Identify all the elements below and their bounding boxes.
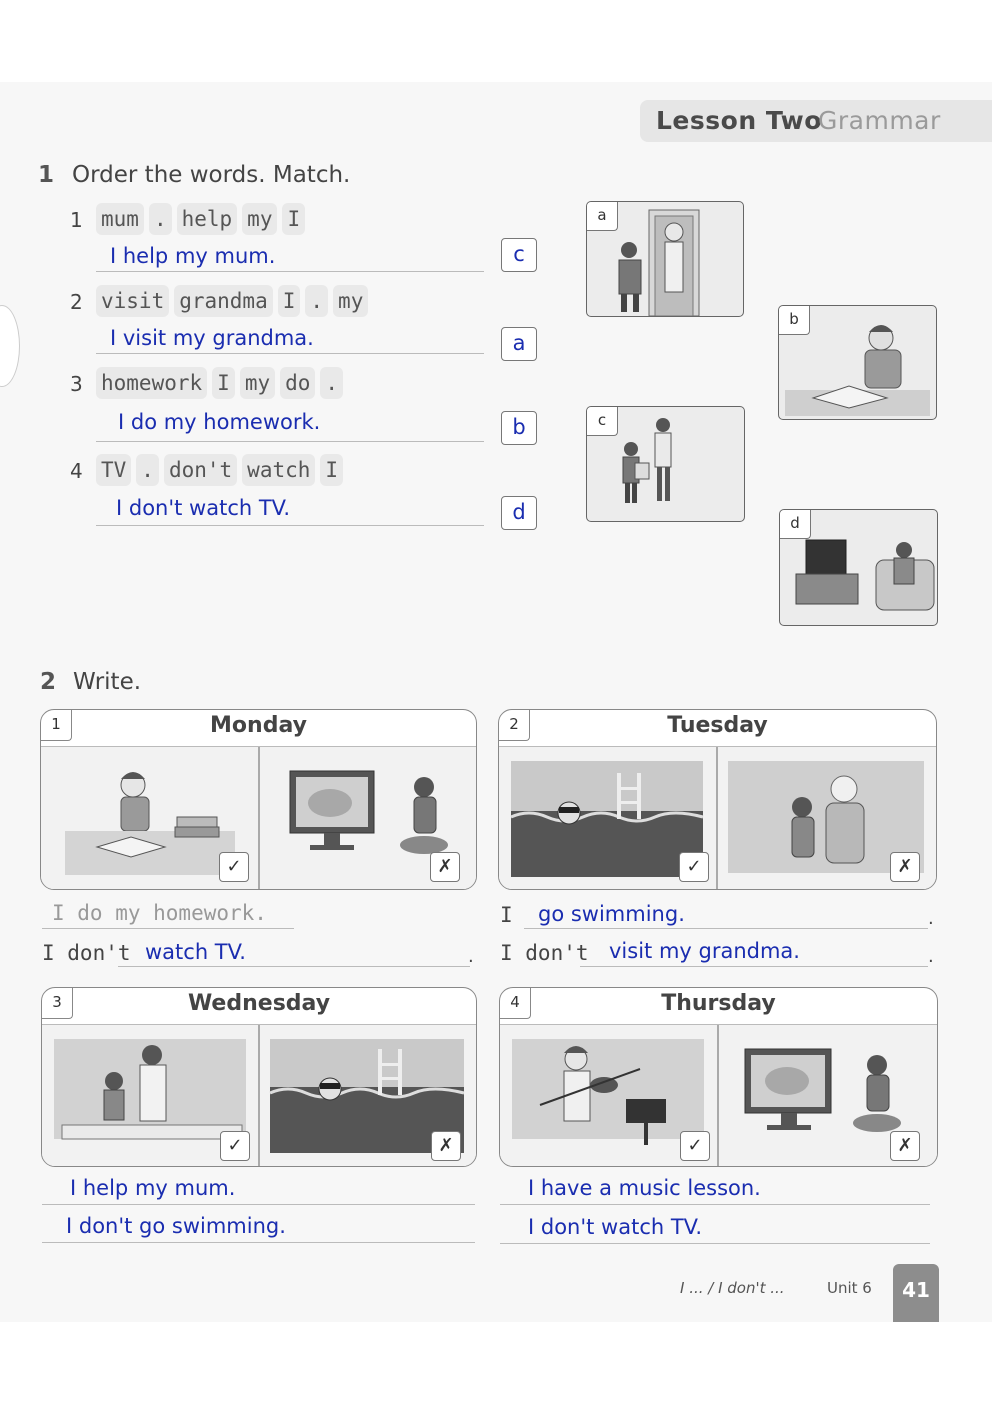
word-chip: visit xyxy=(96,285,169,317)
exercise-2-number: 2 xyxy=(40,669,57,695)
word-chip: TV xyxy=(96,454,131,486)
card-day-title: Monday xyxy=(210,713,307,738)
word-chip: I xyxy=(282,203,305,235)
page-number: 41 xyxy=(893,1264,939,1322)
match-letter-box[interactable]: a xyxy=(501,327,537,361)
day-card-tuesday xyxy=(498,709,937,890)
word-chips xyxy=(96,203,305,235)
picture-a-visiting-grandma xyxy=(586,201,744,317)
answer-line-text[interactable]: I don't go swimming. xyxy=(66,1214,286,1238)
picture-d-not-watching-tv xyxy=(779,509,938,626)
match-letter-box[interactable]: b xyxy=(501,411,537,445)
answer-line-text[interactable]: I do my homework. xyxy=(118,410,321,434)
answer-line-text[interactable]: I don't watch TV. xyxy=(116,496,291,520)
answer-line-text[interactable]: visit my grandma. xyxy=(609,939,800,963)
lesson-title: Lesson Two xyxy=(656,106,822,135)
word-chip: help xyxy=(177,203,238,235)
word-chip: my xyxy=(333,285,368,317)
cross-box: ✗ xyxy=(890,852,920,882)
line-prefix: I xyxy=(500,903,513,927)
answer-rule xyxy=(96,271,484,272)
picture-label: d xyxy=(780,510,811,539)
word-chips xyxy=(96,285,368,317)
answer-line-text[interactable]: I help my mum. xyxy=(70,1176,236,1200)
answer-rule xyxy=(96,353,484,354)
answer-rule xyxy=(42,1242,475,1243)
answer-line-text[interactable]: I visit my grandma. xyxy=(110,326,314,350)
tick-box: ✓ xyxy=(219,852,249,882)
answer-line-text[interactable]: I don't watch TV. xyxy=(528,1215,703,1239)
answer-line-text[interactable]: watch TV. xyxy=(145,940,246,964)
answer-rule xyxy=(42,1204,475,1205)
day-card-wednesday xyxy=(41,987,477,1167)
word-chip: grandma xyxy=(174,285,273,317)
word-chips xyxy=(96,367,343,399)
line-period: . xyxy=(468,946,474,967)
line-prefix: I don't xyxy=(42,941,131,965)
word-chip: my xyxy=(240,367,275,399)
answer-rule xyxy=(580,966,928,967)
answer-rule xyxy=(96,441,484,442)
word-chip: watch xyxy=(242,454,315,486)
item-number: 4 xyxy=(70,459,83,483)
card-number: 3 xyxy=(42,988,73,1019)
item-number: 2 xyxy=(70,290,83,314)
picture-label: c xyxy=(587,407,618,436)
card-day-title: Tuesday xyxy=(667,713,768,738)
card-number: 4 xyxy=(500,988,531,1019)
cross-box: ✗ xyxy=(890,1131,920,1161)
word-chip: do xyxy=(280,367,315,399)
example-answer: I do my homework. xyxy=(52,901,267,925)
answer-line-text[interactable]: I have a music lesson. xyxy=(528,1176,761,1200)
picture-c-helping-mum xyxy=(586,406,745,522)
word-chip: . xyxy=(305,285,328,317)
day-card-thursday xyxy=(499,987,938,1167)
word-chip: mum xyxy=(96,203,144,235)
picture-label: b xyxy=(779,306,810,335)
footer-unit: Unit 6 xyxy=(827,1279,872,1297)
item-number: 3 xyxy=(70,372,83,396)
card-number: 2 xyxy=(499,710,530,741)
match-letter-box[interactable]: d xyxy=(501,496,537,530)
tick-box: ✓ xyxy=(679,852,709,882)
answer-line-text[interactable]: go swimming. xyxy=(538,902,685,926)
exercise-1-title: Order the words. Match. xyxy=(72,162,351,188)
answer-rule xyxy=(42,928,294,929)
picture-b-doing-homework xyxy=(778,305,937,420)
cross-box: ✗ xyxy=(430,852,460,882)
day-card-monday xyxy=(40,709,477,890)
word-chip: I xyxy=(278,285,301,317)
exercise-2-title: Write. xyxy=(73,669,142,695)
word-chip: . xyxy=(136,454,159,486)
picture-label: a xyxy=(587,202,618,231)
answer-rule xyxy=(500,1204,930,1205)
word-chip: . xyxy=(149,203,172,235)
item-number: 1 xyxy=(70,208,83,232)
match-letter-box[interactable]: c xyxy=(501,238,537,272)
answer-rule xyxy=(118,966,470,967)
tick-box: ✓ xyxy=(680,1131,710,1161)
answer-rule xyxy=(96,525,484,526)
word-chips xyxy=(96,454,343,486)
answer-rule xyxy=(500,1243,930,1244)
answer-line-text[interactable]: I help my mum. xyxy=(110,244,276,268)
card-day-title: Thursday xyxy=(661,991,776,1016)
line-prefix: I don't xyxy=(500,941,589,965)
word-chip: I xyxy=(320,454,343,486)
word-chip: homework xyxy=(96,367,207,399)
lesson-section: Grammar xyxy=(818,106,941,135)
word-chip: . xyxy=(320,367,343,399)
exercise-1-number: 1 xyxy=(38,162,55,188)
word-chip: I xyxy=(212,367,235,399)
word-chip: my xyxy=(242,203,277,235)
card-day-title: Wednesday xyxy=(187,991,331,1016)
tick-box: ✓ xyxy=(220,1131,250,1161)
cross-box: ✗ xyxy=(431,1131,461,1161)
card-number: 1 xyxy=(41,710,72,741)
word-chip: don't xyxy=(164,454,237,486)
line-period: . xyxy=(928,946,934,967)
answer-rule xyxy=(524,928,928,929)
footer-topic: I ... / I don't ... xyxy=(680,1279,785,1297)
line-period: . xyxy=(928,908,934,929)
